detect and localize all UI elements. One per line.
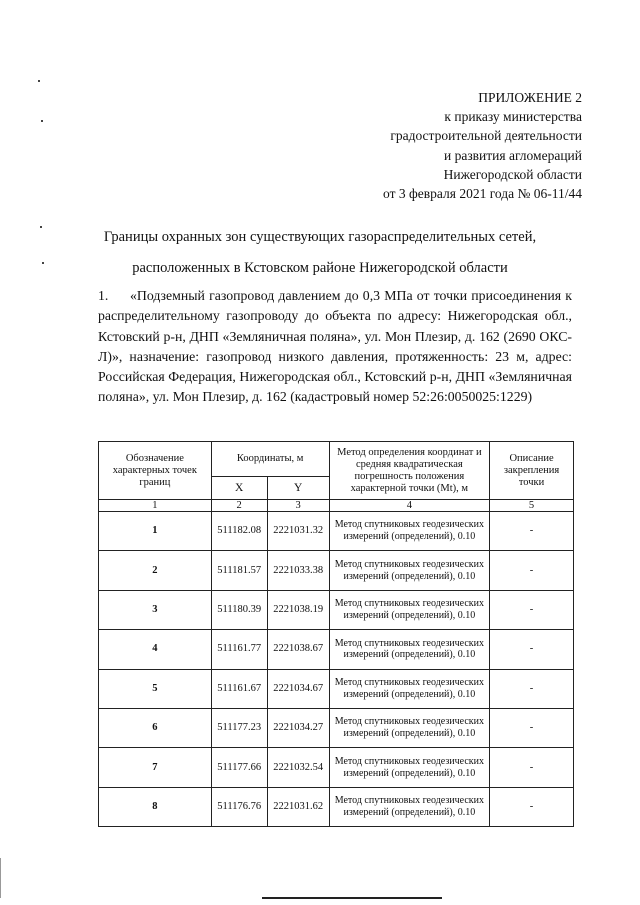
coord-x: 511161.67 — [211, 669, 267, 708]
description-cell: - — [490, 630, 574, 669]
scan-speck — [40, 226, 42, 228]
document-title — [60, 222, 580, 284]
title-line-2: расположенных в Кстовском районе Нижегородской области — [132, 260, 508, 276]
coord-x: 511161.77 — [211, 630, 267, 669]
table-row — [99, 590, 574, 629]
column-number: 1 — [99, 500, 212, 512]
method-cell: Метод спутниковых геодезических измерений (определений), 0.10 — [329, 708, 490, 747]
scan-edge-line — [0, 858, 1, 898]
coord-x: 511177.23 — [211, 708, 267, 747]
scan-speck — [38, 80, 40, 82]
method-cell: Метод спутниковых геодезических измерений (определений), 0.10 — [329, 512, 490, 551]
column-number: 4 — [329, 500, 490, 512]
table-row — [99, 512, 574, 551]
point-number: 2 — [99, 551, 212, 590]
coord-y: 2221031.62 — [267, 787, 329, 826]
method-cell: Метод спутниковых геодезических измерений (определений), 0.10 — [329, 748, 490, 787]
description-cell: - — [490, 787, 574, 826]
coord-x: 511180.39 — [211, 590, 267, 629]
column-number: 2 — [211, 500, 267, 512]
table-header-row — [99, 442, 574, 477]
header-line: к приказу министерства — [444, 109, 582, 125]
table-row — [99, 551, 574, 590]
coord-y: 2221038.19 — [267, 590, 329, 629]
description-cell: - — [490, 512, 574, 551]
description-cell: - — [490, 748, 574, 787]
point-number: 8 — [99, 787, 212, 826]
coord-y: 2221032.54 — [267, 748, 329, 787]
column-number: 5 — [490, 500, 574, 512]
point-number: 3 — [99, 590, 212, 629]
coord-x: 511182.08 — [211, 512, 267, 551]
point-number: 6 — [99, 708, 212, 747]
column-number-row — [99, 500, 574, 512]
coord-y: 2221038.67 — [267, 630, 329, 669]
scan-speck — [41, 120, 43, 122]
appendix-header — [383, 88, 582, 203]
description-cell: - — [490, 669, 574, 708]
header-method: Метод определения координат и средняя квадратическая погрешность положения характерной точки (Mt), м — [329, 442, 490, 500]
header-points: Обозначение характерных точек границ — [99, 442, 212, 500]
header-line: и развития агломераций — [443, 147, 582, 163]
column-number: 3 — [267, 500, 329, 512]
coord-y: 2221034.27 — [267, 708, 329, 747]
table-row — [99, 708, 574, 747]
coord-y: 2221031.32 — [267, 512, 329, 551]
header-line: Нижегородской области — [443, 166, 582, 182]
method-cell: Метод спутниковых геодезических измерений (определений), 0.10 — [329, 590, 490, 629]
table-row — [99, 787, 574, 826]
coord-x: 511177.66 — [211, 748, 267, 787]
coordinates-table — [98, 441, 574, 827]
order-date-number: от 3 февраля 2021 года № 06-11/44 — [383, 186, 582, 202]
object-description — [98, 286, 572, 408]
table-row — [99, 748, 574, 787]
description-cell: - — [490, 551, 574, 590]
header-x: X — [211, 477, 267, 500]
coord-y: 2221034.67 — [267, 669, 329, 708]
method-cell: Метод спутниковых геодезических измерений (определений), 0.10 — [329, 669, 490, 708]
header-y: Y — [267, 477, 329, 500]
method-cell: Метод спутниковых геодезических измерений (определений), 0.10 — [329, 630, 490, 669]
coord-x: 511181.57 — [211, 551, 267, 590]
coord-x: 511176.76 — [211, 787, 267, 826]
footer-rule — [262, 897, 442, 899]
scan-speck — [42, 262, 44, 264]
point-number: 1 — [99, 512, 212, 551]
coord-y: 2221033.38 — [267, 551, 329, 590]
method-cell: Метод спутниковых геодезических измерений (определений), 0.10 — [329, 551, 490, 590]
point-number: 4 — [99, 630, 212, 669]
description-cell: - — [490, 708, 574, 747]
method-cell: Метод спутниковых геодезических измерений (определений), 0.10 — [329, 787, 490, 826]
header-coordinates: Координаты, м — [211, 442, 329, 477]
paragraph-text: «Подземный газопровод давлением до 0,3 МПа от точки присоединения к распределительному газопроводу до объекта по адресу: Нижегородская обл., Кстовский р-н, ДНП «Земляничная поляна», ул. Мон Плезир, д. 162 (2690 ОКС-Л)», назначение: газопровод низкого давления, протяженность: 23 м, адрес: Российская Федерация, Нижегородская обл., Кстовский р-н, ДНП «Земляничная поляна», ул. Мон Плезир, д. 162 (кадастровый номер 52:26:0050025:1229) — [98, 288, 572, 405]
appendix-title: ПРИЛОЖЕНИЕ 2 — [478, 90, 582, 105]
table-row — [99, 669, 574, 708]
table-row — [99, 630, 574, 669]
point-number: 7 — [99, 748, 212, 787]
header-line: градостроительной деятельности — [390, 128, 582, 144]
header-description: Описание закрепления точки — [490, 442, 574, 500]
title-line-1: Границы охранных зон существующих газораспределительных сетей, — [103, 229, 537, 245]
point-number: 5 — [99, 669, 212, 708]
description-cell: - — [490, 590, 574, 629]
paragraph-number: 1. — [98, 288, 109, 303]
